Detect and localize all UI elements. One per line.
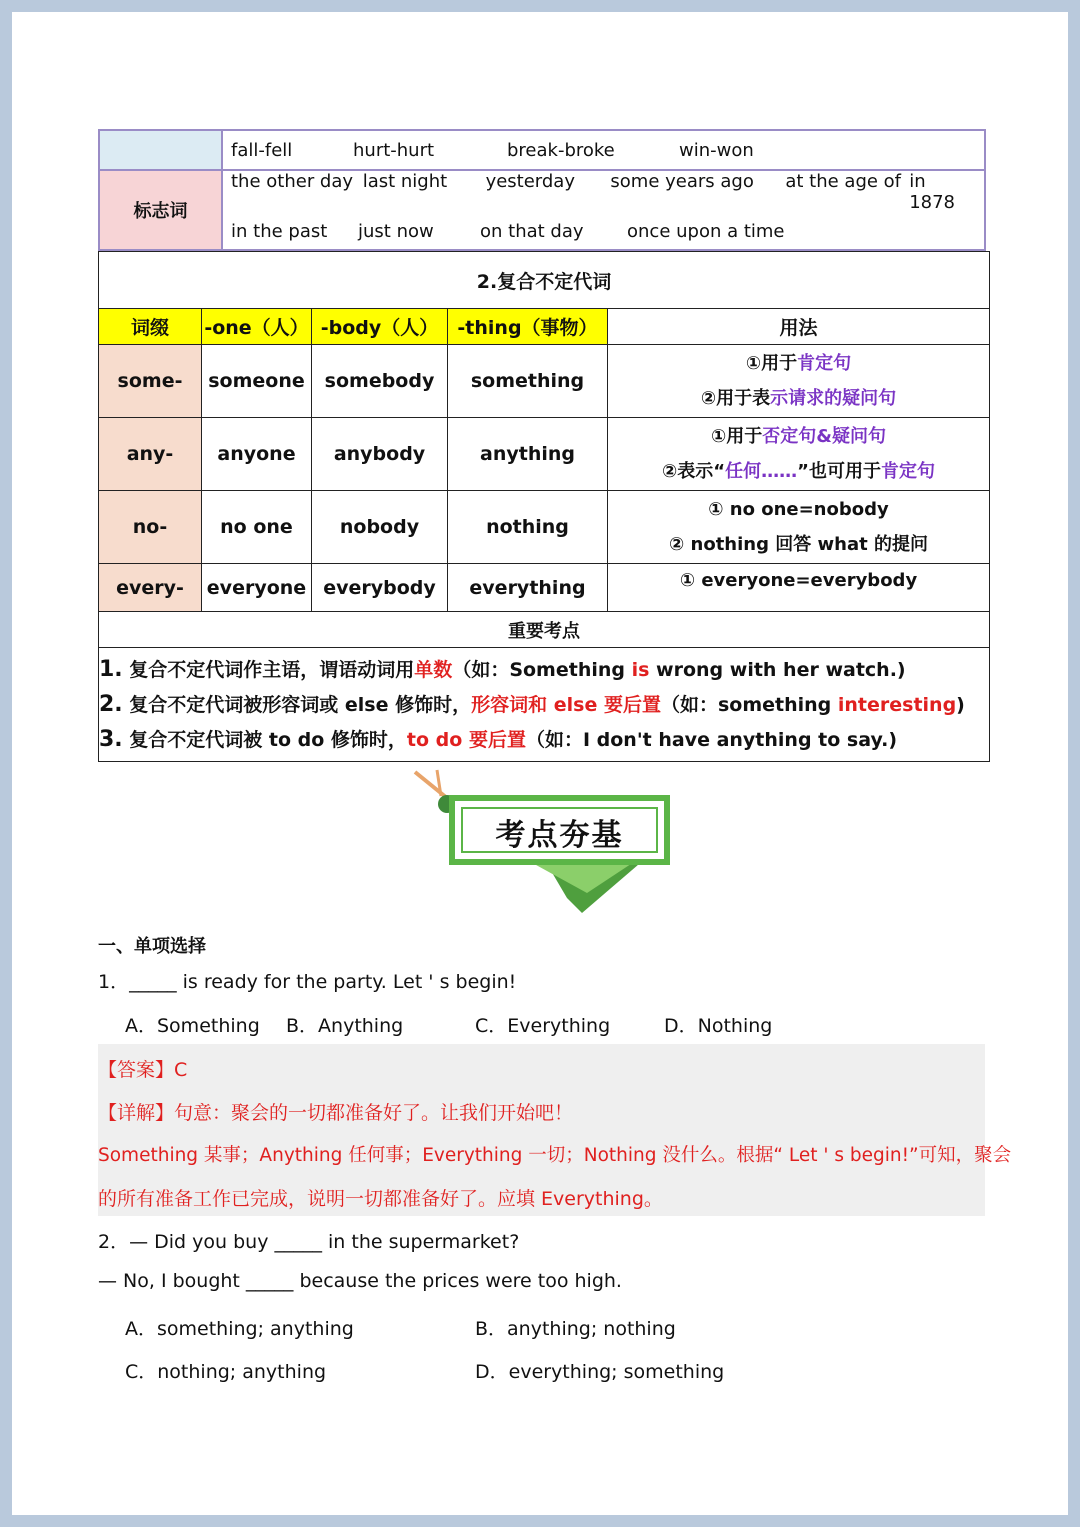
header-body: -body（人） — [312, 309, 448, 345]
key-point — [99, 722, 989, 757]
prefix-any: any- — [99, 418, 202, 491]
cell-anyone: anyone — [202, 418, 312, 491]
key-points — [99, 648, 990, 762]
marker-item: last night — [362, 171, 448, 192]
cell-everyone: everyone — [202, 564, 312, 612]
note-highlight: 形容词和 else 要后置 — [471, 694, 661, 716]
marker-item: at the age of — [785, 171, 902, 192]
q2-option-d: D．everything; something — [475, 1361, 725, 1383]
usage-text: ①用于 — [711, 426, 763, 447]
pronoun-table-title: 2.复合不定代词 — [99, 252, 990, 309]
q1-stem: 1．_____ is ready for the party. Let ' s begin! — [98, 971, 517, 993]
note-number: 3. — [99, 727, 123, 752]
q2-stem-1: 2．— Did you buy _____ in the supermarket? — [98, 1231, 520, 1253]
prefix-some: some- — [99, 345, 202, 418]
note-number: 2. — [99, 692, 123, 717]
note-text: 复合不定代词被 to do 修饰时， — [122, 729, 407, 751]
marker-label: 标志词 — [99, 170, 222, 250]
usage-any — [608, 418, 990, 491]
q1-option-c: C．Everything — [475, 1015, 611, 1037]
key-point — [99, 687, 989, 722]
note-text: 复合不定代词作主语，谓语动词用 — [122, 659, 415, 681]
marker-item: yesterday — [485, 171, 575, 192]
blank-cell — [99, 130, 222, 170]
header-thing: -thing（事物） — [448, 309, 608, 345]
usage-text: ①用于 — [745, 353, 798, 374]
note-text: （如：something — [660, 694, 838, 716]
note-highlight: is — [631, 659, 650, 681]
note-text: （如：I don't have anything to say.) — [525, 729, 898, 751]
irregular-verbs-row — [222, 130, 985, 170]
usage-text: ②用于表 — [700, 388, 771, 409]
note-text: 复合不定代词被形容词或 else 修饰时， — [122, 694, 472, 716]
pronoun-table — [98, 251, 990, 762]
header-usage: 用法 — [608, 309, 990, 345]
usage-no — [608, 491, 990, 564]
note-number: 1. — [99, 657, 123, 682]
verb-item: fall-fell — [231, 139, 293, 161]
usage-text: ② nothing 回答 what 的提问 — [669, 534, 928, 555]
page — [12, 12, 1068, 1515]
header-prefix: 词缀 — [99, 309, 202, 345]
usage-highlight: 肯定句 — [797, 353, 852, 374]
verb-item: hurt-hurt — [353, 139, 435, 161]
cell-nothing: nothing — [448, 491, 608, 564]
q2-stem-2: — No, I bought _____ because the prices were too high. — [98, 1270, 622, 1292]
cell-someone: someone — [202, 345, 312, 418]
note-highlight: 单数 — [414, 659, 453, 681]
cell-no-one: no one — [202, 491, 312, 564]
usage-text: ”也可用于 — [797, 461, 881, 482]
marker-item: in 1878 — [909, 171, 955, 213]
usage-highlight: 任何…… — [725, 461, 798, 482]
q1-option-b: B．Anything — [286, 1015, 404, 1037]
note-text: （如：Something — [452, 659, 632, 681]
verb-item: break-broke — [507, 139, 615, 161]
answer-label: 【答案】 — [98, 1059, 175, 1081]
marker-item: on that day — [480, 220, 584, 242]
q1-answer — [98, 1055, 187, 1082]
usage-every: ① everyone=everybody — [608, 564, 990, 612]
note-highlight: interesting — [837, 694, 957, 716]
usage-highlight: 否定句&疑问句 — [762, 426, 886, 447]
marker-item: the other day — [231, 171, 354, 192]
answer-value: C — [174, 1059, 188, 1081]
prefix-every: every- — [99, 564, 202, 612]
verb-item: win-won — [679, 139, 754, 161]
marker-item: once upon a time — [627, 220, 785, 242]
explain-text: 句意：聚会的一切都准备好了。让我们开始吧！ — [174, 1102, 574, 1124]
marker-item: some years ago — [610, 171, 754, 192]
cell-everything: everything — [448, 564, 608, 612]
q1-option-a: A．Something — [125, 1015, 260, 1037]
note-text: ) — [956, 694, 965, 716]
q1-option-d: D．Nothing — [664, 1015, 773, 1037]
q2-option-c: C．nothing; anything — [125, 1361, 327, 1383]
cell-everybody: everybody — [312, 564, 448, 612]
cell-anything: anything — [448, 418, 608, 491]
usage-text: ① no one=nobody — [708, 499, 889, 520]
marker-item: just now — [358, 220, 434, 242]
cell-anybody: anybody — [312, 418, 448, 491]
prefix-no: no- — [99, 491, 202, 564]
cell-nobody: nobody — [312, 491, 448, 564]
q1-explain-1 — [98, 1098, 573, 1125]
q2-option-b: B．anything; nothing — [475, 1318, 676, 1340]
key-point — [99, 652, 989, 687]
usage-highlight: 示请求的疑问句 — [770, 388, 897, 409]
cell-somebody: somebody — [312, 345, 448, 418]
q1-explain-3: 的所有准备工作已完成，说明一切都准备好了。应填 Everything。 — [98, 1188, 663, 1210]
banner-title: 考点夯基 — [495, 818, 624, 853]
cell-something: something — [448, 345, 608, 418]
header-one: -one（人） — [202, 309, 312, 345]
explain-label: 【详解】 — [98, 1102, 175, 1124]
usage-text: ②表示“ — [662, 461, 726, 482]
marker-item: in the past — [231, 220, 328, 242]
q1-explain-2: Something 某事；Anything 任何事；Everything 一切；Nothing 没什么。根据“ Let ' s begin!”可知，聚会 — [98, 1145, 1012, 1166]
marker-words-table — [98, 129, 986, 251]
usage-some — [608, 345, 990, 418]
note-highlight: to do 要后置 — [406, 729, 526, 751]
markers-row-2 — [222, 213, 985, 250]
note-text: wrong with her watch.) — [649, 659, 906, 681]
section-title: 一、单项选择 — [98, 936, 206, 957]
key-points-title: 重要考点 — [99, 612, 990, 648]
usage-highlight: 肯定句 — [880, 461, 935, 482]
q2-option-a: A．something; anything — [125, 1318, 354, 1340]
markers-row-1 — [222, 170, 985, 213]
